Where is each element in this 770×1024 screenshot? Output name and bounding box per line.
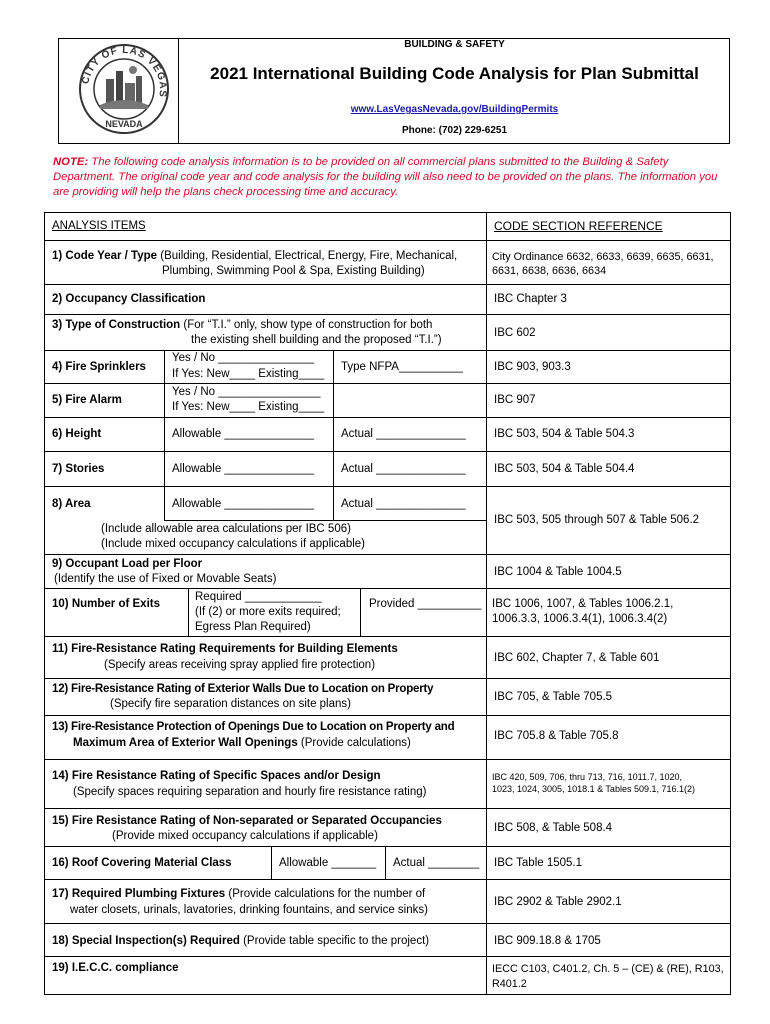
row-9-ref: IBC 1004 & Table 1004.5	[494, 566, 622, 578]
row-4-yes-no[interactable]: Yes / No _______________	[172, 352, 315, 364]
row-5-label: 5) Fire Alarm	[52, 394, 122, 406]
row-17-line-1: 17) Required Plumbing Fixtures (Provide calculations for the number of	[52, 888, 426, 900]
row-7-allowable[interactable]: Allowable ______________	[172, 463, 314, 475]
row-15-label: 15) Fire Resistance Rating of Non-separated or Separated Occupancies	[52, 815, 442, 827]
row-1-line-2: Plumbing, Swimming Pool & Spa, Existing Building)	[162, 265, 425, 277]
page-title: 2021 International Building Code Analysis for Plan Submittal	[210, 64, 699, 83]
row-4-if-yes[interactable]: If Yes: New____ Existing____	[172, 368, 325, 380]
row-14-ref-1: IBC 420, 509, 706, thru 713, 716, 1011.7, 1020,	[492, 772, 682, 782]
row-6-ref: IBC 503, 504 & Table 504.3	[494, 428, 635, 440]
row-13-ref: IBC 705.8 & Table 705.8	[494, 730, 619, 742]
row-15-note: (Provide mixed occupancy calculations if applicable)	[112, 830, 378, 842]
row-11-ref: IBC 602, Chapter 7, & Table 601	[494, 652, 660, 664]
row-18-ref: IBC 909.18.8 & 1705	[494, 935, 601, 947]
row-3-ref: IBC 602	[494, 327, 536, 339]
row-8-ref: IBC 503, 505 through 507 & Table 506.2	[494, 514, 700, 526]
row-11-label: 11) Fire-Resistance Rating Requirements for Building Elements	[52, 643, 398, 655]
row-6-allowable[interactable]: Allowable ______________	[172, 428, 314, 440]
row-2-ref: IBC Chapter 3	[494, 293, 567, 305]
note-block	[53, 155, 733, 200]
row-4-type-nfpa[interactable]: Type NFPA__________	[341, 361, 463, 373]
row-9-label: 9) Occupant Load per Floor	[52, 558, 203, 570]
row-19-ref-1: IECC C103, C401.2, Ch. 5 – (CE) & (RE), R103,	[492, 963, 724, 975]
row-16-actual[interactable]: Actual ________	[393, 857, 480, 869]
svg-text:NEVADA: NEVADA	[105, 119, 143, 129]
row-5-if-yes[interactable]: If Yes: New____ Existing____	[172, 401, 325, 413]
header-analysis-items: ANALYSIS ITEMS	[52, 220, 146, 232]
row-7-ref: IBC 503, 504 & Table 504.4	[494, 463, 635, 475]
row-8-label: 8) Area	[52, 498, 91, 510]
row-7-label: 7) Stories	[52, 463, 105, 475]
website-link[interactable]: www.LasVegasNevada.gov/BuildingPermits	[350, 104, 559, 115]
row-1-ref-1: City Ordinance 6632, 6633, 6639, 6635, 6631,	[492, 251, 714, 263]
row-6-label: 6) Height	[52, 428, 102, 440]
row-10-ref-1: IBC 1006, 1007, & Tables 1006.2.1,	[492, 598, 674, 610]
row-12-label: 12) Fire-Resistance Rating of Exterior Walls Due to Location on Property	[52, 683, 434, 695]
row-8-note-2: (Include mixed occupancy calculations if applicable)	[101, 538, 366, 550]
row-1-ref-2: 6631, 6638, 6636, 6634	[492, 265, 607, 277]
note-line-3: are providing will help the plans check processing time and accuracy.	[53, 186, 399, 198]
row-6-actual[interactable]: Actual ______________	[341, 428, 466, 440]
row-19-label: 19) I.E.C.C. compliance	[52, 962, 179, 974]
row-17-ref: IBC 2902 & Table 2902.1	[494, 896, 622, 908]
phone-number: Phone: (702) 229-6251	[401, 125, 508, 136]
svg-text:CITY OF LAS VEGAS: CITY OF LAS VEGAS	[80, 44, 169, 99]
row-10-label: 10) Number of Exits	[52, 598, 160, 610]
row-9-note: (Identify the use of Fixed or Movable Seats)	[54, 573, 277, 585]
row-10-provided[interactable]: Provided __________	[369, 598, 482, 610]
row-12-note: (Specify fire separation distances on site plans)	[110, 698, 351, 710]
row-10-if: (If (2) or more exits required;	[195, 606, 341, 618]
row-2-label: 2) Occupancy Classification	[52, 293, 206, 305]
row-17-line-2: water closets, urinals, lavatories, drinking fountains, and service sinks)	[70, 904, 428, 916]
header-code-reference: CODE SECTION REFERENCE	[494, 219, 663, 233]
row-11-note: (Specify areas receiving spray applied fire protection)	[104, 659, 376, 671]
row-18-label: 18) Special Inspection(s) Required (Provide table specific to the project)	[52, 935, 430, 947]
row-8-actual[interactable]: Actual ______________	[341, 498, 466, 510]
row-1-line-1: 1) Code Year / Type (Building, Residential, Electrical, Energy, Fire, Mechanical,	[52, 250, 458, 262]
row-4-label: 4) Fire Sprinklers	[52, 361, 146, 373]
row-14-note: (Specify spaces requiring separation and hourly fire resistance rating)	[73, 786, 427, 798]
row-13-line-1: 13) Fire-Resistance Protection of Openings Due to Location on Property and	[52, 721, 455, 733]
row-5-ref: IBC 907	[494, 394, 536, 406]
row-10-egress: Egress Plan Required)	[195, 621, 311, 633]
row-10-required[interactable]: Required ____________	[195, 591, 322, 603]
row-4-ref: IBC 903, 903.3	[494, 361, 571, 373]
row-5-yes-no[interactable]: Yes / No ________________	[172, 386, 321, 398]
row-13-line-2: Maximum Area of Exterior Wall Openings (Provide calculations)	[73, 737, 411, 749]
row-19-ref-2: R401.2	[492, 978, 527, 990]
row-16-label: 16) Roof Covering Material Class	[52, 857, 232, 869]
note-line-1: The following code analysis information is to be provided on all commercial plans submitted to the Building & Safety	[91, 156, 669, 168]
row-7-actual[interactable]: Actual ______________	[341, 463, 466, 475]
note-line-2: Department. The original code year and code analysis for the building will also need to be provided on the plans. The information you	[53, 171, 718, 183]
row-8-allowable[interactable]: Allowable ______________	[172, 498, 314, 510]
row-3-line-2: the existing shell building and the proposed “T.I.”)	[191, 334, 442, 346]
row-3-line-1: 3) Type of Construction (For “T.I.” only, show type of construction for both	[52, 319, 433, 331]
row-8-note-1: (Include allowable area calculations per IBC 506)	[101, 523, 351, 535]
row-16-allowable[interactable]: Allowable _______	[279, 857, 377, 869]
row-15-ref: IBC 508, & Table 508.4	[494, 822, 613, 834]
city-seal	[78, 43, 170, 135]
row-10-ref-2: 1006.3.3, 1006.3.4(1), 1006.3.4(2)	[492, 613, 668, 625]
dept-name: BUILDING & SAFETY	[404, 39, 505, 50]
row-12-ref: IBC 705, & Table 705.5	[494, 691, 613, 703]
row-14-label: 14) Fire Resistance Rating of Specific Spaces and/or Design	[52, 770, 381, 782]
row-16-ref: IBC Table 1505.1	[494, 857, 583, 869]
row-14-ref-2: 1023, 1024, 3005, 1018.1 & Tables 509.1, 716.1(2)	[492, 784, 695, 794]
note-label: NOTE:	[53, 156, 89, 168]
